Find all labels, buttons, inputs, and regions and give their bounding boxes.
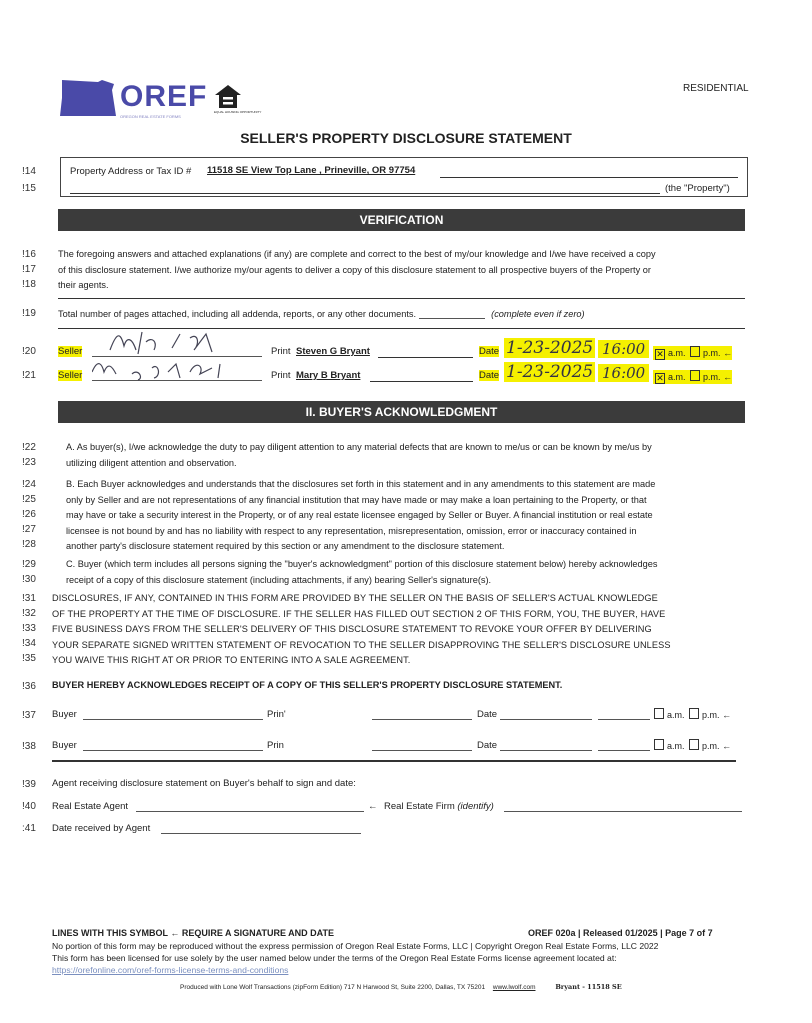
seller-label: Seller [58, 370, 83, 381]
firm-note: (identify) [457, 801, 494, 812]
text-line: their agents. [58, 280, 109, 290]
seller-time-field[interactable]: 16:00 [598, 364, 649, 382]
agent-signature-field[interactable] [136, 798, 364, 812]
am-checkbox[interactable]: ✕ [656, 349, 664, 359]
license-notice: This form has been licensed for use solely by the user named below under the terms of the Oregon Real Estate Forms license agreement located at: [52, 953, 617, 963]
pm-checkbox[interactable] [689, 708, 699, 719]
date-label: Date [477, 740, 498, 751]
am-label: a.m. [667, 710, 685, 720]
received-date-field[interactable] [161, 820, 361, 834]
agent-intro: Agent receiving disclosure statement on Buyer's behalf to sign and date: [52, 778, 356, 789]
text-line: The foregoing answers and attached explanations (if any) are complete and correct to the best of my/our knowledge and I/we have received a copy [58, 249, 656, 259]
pm-label: p.m. [702, 741, 720, 751]
line-number: !18 [22, 279, 36, 290]
pages-label: Total number of pages attached, including all addenda, reports, or any other documents. [58, 309, 417, 319]
pm-label: p.m. [703, 348, 721, 358]
seller-time-field[interactable]: 16:00 [598, 340, 649, 358]
line-number: !26 [22, 509, 36, 520]
line-number: !16 [22, 249, 36, 260]
oregon-map-icon [58, 78, 118, 118]
pages-attached [58, 307, 585, 319]
property-address-field[interactable]: 11518 SE View Top Lane , Prineville, OR 97754 [207, 165, 416, 176]
para-c [66, 557, 748, 588]
copyright-notice: No portion of this form may be reproduced without the express permission of Oregon Real Estate Forms, LLC | Copyright Oregon Real Estate Forms, LLC 2022 [52, 941, 659, 951]
verification-text [58, 247, 748, 294]
property-address-line [440, 177, 738, 178]
line-number: !22 [22, 442, 36, 453]
text-line: B. Each Buyer acknowledges and understands that the disclosures set forth in this statement and in any amendments to this statement are made [66, 479, 656, 489]
line-number: :41 [22, 823, 36, 834]
seller-print-name[interactable]: Mary B Bryant [296, 370, 361, 381]
buyer-signature-field[interactable] [83, 735, 263, 751]
line-number: !32 [22, 608, 36, 619]
pm-checkbox[interactable] [689, 739, 699, 750]
property-suffix: (the "Property") [665, 183, 730, 194]
license-link[interactable]: https://orefonline.com/oref-forms-license-terms-and-conditions [52, 965, 289, 975]
line-number: !15 [22, 183, 36, 194]
section-heading-buyer-ack: II. BUYER'S ACKNOWLEDGMENT [58, 401, 745, 423]
text-line: utilizing diligent attention and observation. [66, 457, 237, 468]
line-number: !35 [22, 653, 36, 664]
line-number: !31 [22, 593, 36, 604]
date-label: Date [479, 370, 500, 381]
line-number: !25 [22, 494, 36, 505]
pages-count-field[interactable] [419, 307, 485, 319]
signature-scribble [92, 354, 242, 382]
print-label: Prin [267, 740, 284, 751]
pm-label: p.m. [703, 372, 721, 382]
agent-label: Real Estate Agent [52, 801, 129, 812]
section-heading-verification: VERIFICATION [58, 209, 745, 231]
line-number: !14 [22, 166, 36, 177]
buyer-print-field[interactable] [372, 735, 472, 751]
am-label: a.m. [668, 372, 686, 382]
signature-symbol-note: LINES WITH THIS SYMBOL ← REQUIRE A SIGNATURE AND DATE [52, 928, 335, 938]
buyer-signature-field[interactable] [83, 704, 263, 720]
am-label: a.m. [667, 741, 685, 751]
am-checkbox[interactable]: ✕ [656, 373, 664, 383]
produced-text: Produced with Lone Wolf Transactions (zipForm Edition) 717 N Harwood St, Suite 2200, Dallas, TX 75201 [180, 984, 486, 991]
buyer-time-field[interactable] [598, 735, 650, 751]
seller-label: Seller [58, 346, 83, 357]
file-name: Bryant - 11518 SE [555, 983, 622, 991]
pm-checkbox[interactable] [690, 370, 700, 381]
agent-row [52, 798, 752, 816]
buyer-row [52, 704, 752, 724]
equal-housing-text: EQUAL HOUSING OPPORTUNITY [214, 110, 262, 114]
logo-subtitle: OREGON REAL ESTATE FORMS [120, 114, 181, 119]
text-line: of this disclosure statement. I/we authorize my/our agents to deliver a copy of this disclosure statement to all prospective buyers of the Property or [58, 264, 651, 275]
am-checkbox[interactable] [654, 708, 664, 719]
para-a [66, 440, 748, 471]
logo-text: OREF [120, 80, 208, 113]
text-line: YOU WAIVE THIS RIGHT AT OR PRIOR TO ENTERING INTO A SALE AGREEMENT. [52, 655, 411, 665]
text-line: C. Buyer (which term includes all persons signing the "buyer's acknowledgment" portion of this disclosure statement below) hereby acknowledges [66, 559, 658, 569]
buyer-label: Buyer [52, 709, 77, 720]
equal-housing-icon [214, 84, 242, 110]
line-number: !28 [22, 539, 36, 550]
produced-by [180, 983, 622, 991]
property-address-line-2 [70, 193, 660, 194]
print-label: Prin' [267, 709, 286, 720]
buyer-date-field[interactable] [500, 735, 592, 751]
am-pm [652, 739, 731, 751]
buyer-row [52, 735, 752, 755]
line-number: !20 [22, 346, 36, 357]
equal-housing-logo [214, 84, 262, 116]
am-pm [653, 370, 732, 384]
oref-logo [58, 76, 218, 122]
buyer-time-field[interactable] [598, 704, 650, 720]
para-b [66, 477, 748, 555]
seller-row [58, 356, 758, 386]
firm-label-text: Real Estate Firm [384, 801, 455, 812]
line-number: !24 [22, 479, 36, 490]
pages-note: (complete even if zero) [491, 309, 585, 319]
lwolf-link[interactable]: www.lwolf.com [492, 984, 536, 991]
text-line: receipt of a copy of this disclosure statement (including attachments, if any) bearing Seller's signature(s). [66, 574, 492, 585]
text-line: A. As buyer(s), I/we acknowledge the duty to pay diligent attention to any material defects that are known to me/us or can be known by me/us by [66, 442, 652, 452]
date-label: Date [479, 346, 500, 357]
am-pm [652, 708, 731, 720]
line-number: !19 [22, 308, 36, 319]
date-label: Date [477, 709, 498, 720]
text-line: YOUR SEPARATE SIGNED WRITTEN STATEMENT OF REVOCATION TO THE SELLER DISAPPROVING THE SELLER'S DISCLOSURE UNLESS [52, 639, 671, 650]
received-row [52, 820, 372, 838]
buyer-date-field[interactable] [500, 704, 592, 720]
divider [52, 760, 736, 762]
signature-arrow-icon: ← [723, 372, 733, 382]
print-label: Print [271, 346, 291, 357]
signature-arrow-icon: ← [722, 741, 732, 751]
received-label: Date received by Agent [52, 823, 151, 834]
property-label: Property Address or Tax ID # [70, 166, 192, 177]
line-number: !27 [22, 524, 36, 535]
line-number: !29 [22, 559, 36, 570]
text-line: OF THE PROPERTY AT THE TIME OF DISCLOSURE. IF THE SELLER HAS FILLED OUT SECTION 2 OF THIS FORM, YOU, THE BUYER, HAVE [52, 608, 666, 619]
line-number: !17 [22, 264, 36, 275]
signature-scribble [102, 328, 252, 356]
page-title: SELLER'S PROPERTY DISCLOSURE STATEMENT [240, 130, 572, 146]
buyer-print-field[interactable] [372, 704, 472, 720]
firm-label [384, 801, 494, 812]
am-label: a.m. [668, 348, 686, 358]
line-number: !30 [22, 574, 36, 585]
line-number: !39 [22, 779, 36, 790]
line-number: !23 [22, 457, 36, 468]
line-number: !36 [22, 681, 36, 692]
firm-field[interactable] [504, 798, 742, 812]
form-type: RESIDENTIAL [683, 83, 749, 94]
text-line: DISCLOSURES, IF ANY, CONTAINED IN THIS FORM ARE PROVIDED BY THE SELLER ON THE BASIS OF SELLER'S ACTUAL KNOWLEDGE [52, 593, 658, 603]
form-id: OREF 020a | Released 01/2025 | Page 7 of 7 [528, 928, 713, 938]
pm-label: p.m. [702, 710, 720, 720]
text-line: may have or take a security interest in the Property, or of any real estate licensee engaged by Seller or Buyer. A financial institution or real estate [66, 510, 653, 520]
text-line: only by Seller and are not representations of any financial institution that may have made or may make a loan pertaining to the Property, or that [66, 494, 647, 505]
text-line: FIVE BUSINESS DAYS FROM THE SELLER'S DELIVERY OF THIS DISCLOSURE STATEMENT TO REVOKE YOUR OFFER BY DELIVERING [52, 624, 652, 634]
buyer-label: Buyer [52, 740, 77, 751]
print-line [370, 381, 473, 382]
am-checkbox[interactable] [654, 739, 664, 750]
line-number: !21 [22, 370, 36, 381]
line-number: !40 [22, 801, 36, 812]
seller-date-field[interactable]: 1-23-2025 [506, 362, 594, 382]
print-label: Print [271, 370, 291, 381]
signature-arrow-icon: ← [723, 348, 733, 358]
signature-arrow-icon: ← [722, 710, 732, 720]
line-number: !33 [22, 623, 36, 634]
seller-signature-field[interactable] [92, 356, 262, 381]
line-number: !38 [22, 741, 36, 752]
line-number: !37 [22, 710, 36, 721]
signature-arrow-icon: ← [368, 801, 378, 812]
receipt-statement: BUYER HEREBY ACKNOWLEDGES RECEIPT OF A COPY OF THIS SELLER'S PROPERTY DISCLOSURE STATEMENT. [52, 680, 563, 690]
divider [58, 298, 745, 299]
para-d-disclosure [52, 591, 748, 669]
text-line: licensee is not bound by and has no liability with respect to any representation, misrepresentation, omission, error or inaccuracy contained in [66, 525, 637, 536]
line-number: !34 [22, 638, 36, 649]
text-line: another party's disclosure statement required by this section or any amendment to the disclosure statement. [66, 541, 505, 551]
seller-print-name[interactable]: Steven G Bryant [296, 346, 370, 357]
seller-date-field[interactable]: 1-23-2025 [506, 338, 594, 358]
